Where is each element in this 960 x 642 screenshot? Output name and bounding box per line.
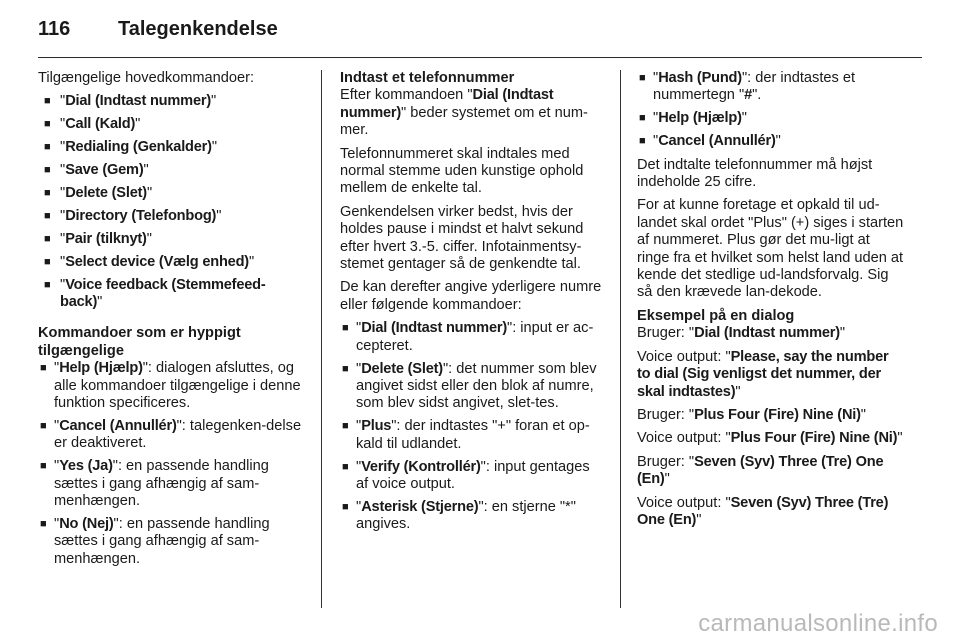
dialog-line: Bruger: "Seven (Syv) Three (Tre) One (En)"	[637, 453, 884, 488]
list-item: ■ "Hash (Pund)": der indtastes et nummertegn "#".	[637, 70, 905, 105]
page-title: Talegenkendelse	[118, 18, 278, 40]
list-item: ■ "Dial (Indtast nummer)": input er ac-cepteret.	[340, 320, 604, 355]
dialog-line: Bruger: "Plus Four (Fire) Nine (Ni)"	[637, 406, 866, 423]
list-item: ■ "Delete (Slet)": det nummer som blev angivet sidst eller den blok af numre, som blev sidst angivet, slet-tes.	[340, 361, 604, 413]
paragraph: Det indtalte telefonnummer må højst indeholde 25 cifre.	[637, 156, 873, 191]
column-divider-1	[321, 70, 322, 608]
section-heading: Indtast et telefonnummer	[340, 70, 515, 86]
header-rule	[38, 57, 922, 58]
list-item: ■ "Cancel (Annullér)"	[637, 133, 905, 150]
list-item: ■ "Voice feedback (Stemmefeed-back)"	[38, 277, 306, 312]
list-item: ■ "Directory (Telefonbog)"	[38, 208, 306, 225]
list-item: ■ "Asterisk (Stjerne)": en stjerne "*" angives.	[340, 499, 604, 534]
list-item: ■ "Help (Hjælp)": dialogen afsluttes, og alle kommandoer tilgængelige i denne funktion specificeres.	[38, 360, 306, 412]
paragraph: Telefonnummeret skal indtales med normal stemme uden kunstige ophold mellem de enkelte tal.	[340, 145, 584, 197]
list-item: ■ "Help (Hjælp)"	[637, 110, 905, 127]
list-item: ■ "Call (Kald)"	[38, 116, 306, 133]
list-item: ■ "Cancel (Annullér)": talegenken-delse er deaktiveret.	[38, 418, 306, 453]
paragraph: De kan derefter angive yderligere numre eller følgende kommandoer:	[340, 279, 602, 313]
number-command-list	[340, 320, 604, 533]
list-item: ■ "Delete (Slet)"	[38, 185, 306, 202]
column-2	[340, 70, 604, 540]
list-item: ■ "No (Nej)": en passende handling sættes i gang afhængig af sam-menhængen.	[38, 516, 306, 568]
dialog-line: Voice output: "Seven (Syv) Three (Tre) One (En)"	[637, 494, 889, 528]
list-item: ■ "Yes (Ja)": en passende handling sættes i gang afhængig af sam-menhængen.	[38, 458, 306, 510]
list-item: ■ "Dial (Indtast nummer)"	[38, 93, 306, 110]
dialog-line: Voice output: "Plus Four (Fire) Nine (Ni)"	[637, 430, 903, 447]
page-number: 116	[38, 18, 71, 40]
page-header	[38, 18, 278, 48]
column-1	[38, 70, 306, 574]
paragraph: Genkendelsen virker bedst, hvis der holdes pause i mindst et halvt sekund efter hvert 3.-5. ciffer. Infotainmentsy-stemet gentager så de genkendte tal.	[340, 203, 584, 273]
main-command-list	[38, 93, 306, 311]
list-item: ■ "Select device (Vælg enhed)"	[38, 254, 306, 271]
dialog-line: Bruger: "Dial (Indtast nummer)"	[637, 325, 846, 342]
paragraph: Efter kommandoen "Dial (Indtast nummer)" beder systemet om et num-mer.	[340, 87, 588, 139]
intro-text: Tilgængelige hovedkommandoer:	[38, 70, 255, 86]
frequent-command-list	[38, 360, 306, 568]
dialog-line: Voice output: "Please, say the number to dial (Sig venligst det nummer, der skal indtastes)"	[637, 348, 889, 400]
section-heading: Kommandoer som er hyppigt tilgængelige	[38, 325, 241, 359]
column-divider-2	[620, 70, 621, 608]
watermark-text: carmanualsonline.info	[698, 610, 938, 637]
more-command-list	[637, 70, 905, 151]
list-item: ■ "Redialing (Genkalder)"	[38, 139, 306, 156]
section-heading: Eksempel på en dialog	[637, 307, 795, 324]
list-item: ■ "Plus": der indtastes "+" foran et op-kald til udlandet.	[340, 418, 604, 453]
column-3	[637, 70, 905, 535]
paragraph: For at kunne foretage et opkald til ud-landet skal ordet "Plus" (+) siges i starten af nummeret. Plus gør det mu-ligt at ringe fra et hvilket som helst land uden at kende det stedlige ud-landsforvalg. Sig så den krævede lan-dekode.	[637, 197, 904, 301]
list-item: ■ "Save (Gem)"	[38, 162, 306, 179]
list-item: ■ "Verify (Kontrollér)": input gentages af voice output.	[340, 459, 604, 494]
list-item: ■ "Pair (tilknyt)"	[38, 231, 306, 248]
